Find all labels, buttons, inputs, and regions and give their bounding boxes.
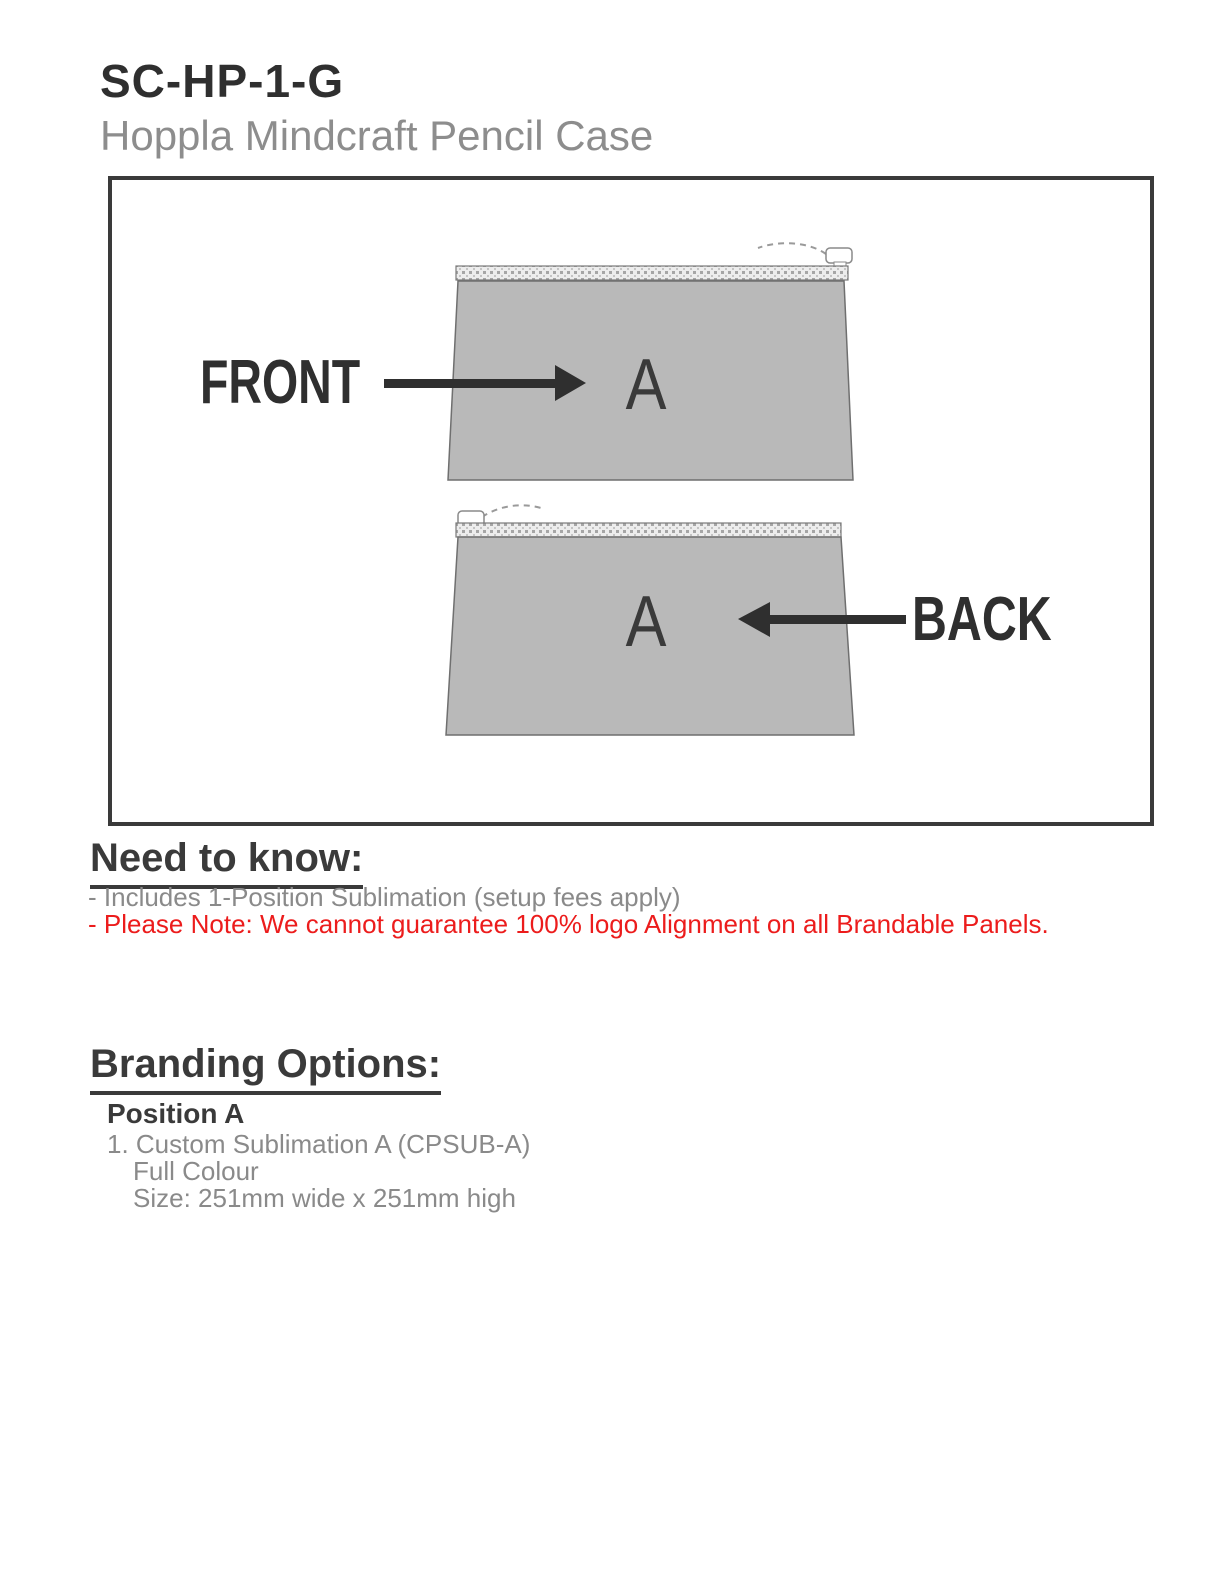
- front-zipper-cord-icon: [758, 243, 826, 254]
- back-side-label: BACK: [912, 585, 1052, 654]
- need-to-know-item: - Includes 1-Position Sublimation (setup fees apply): [88, 882, 681, 912]
- pencil-case-diagram: [112, 180, 1150, 822]
- page-title: SC-HP-1-G: [100, 55, 345, 107]
- front-position-a-label: A: [625, 345, 667, 425]
- front-zipper-pull-icon: [826, 248, 852, 263]
- branding-option-name: 1. Custom Sublimation A (CPSUB-A): [107, 1129, 531, 1159]
- back-position-a-label: A: [625, 582, 667, 662]
- branding-option-size: Size: 251mm wide x 251mm high: [133, 1183, 516, 1213]
- need-to-know-heading: Need to know:: [90, 838, 363, 889]
- position-a-title: Position A: [107, 1098, 245, 1129]
- back-zipper-strip: [456, 523, 841, 537]
- branding-diagram-box: [108, 176, 1154, 826]
- back-zipper-cord-icon: [482, 505, 544, 517]
- front-side-label: FRONT: [200, 348, 361, 417]
- front-zipper-strip: [456, 266, 848, 280]
- branding-options-heading: Branding Options:: [90, 1044, 441, 1095]
- need-to-know-warning: - Please Note: We cannot guarantee 100% logo Alignment on all Brandable Panels.: [88, 909, 1049, 939]
- page-subtitle: Hoppla Mindcraft Pencil Case: [100, 112, 654, 159]
- branding-option-colour: Full Colour: [133, 1156, 259, 1186]
